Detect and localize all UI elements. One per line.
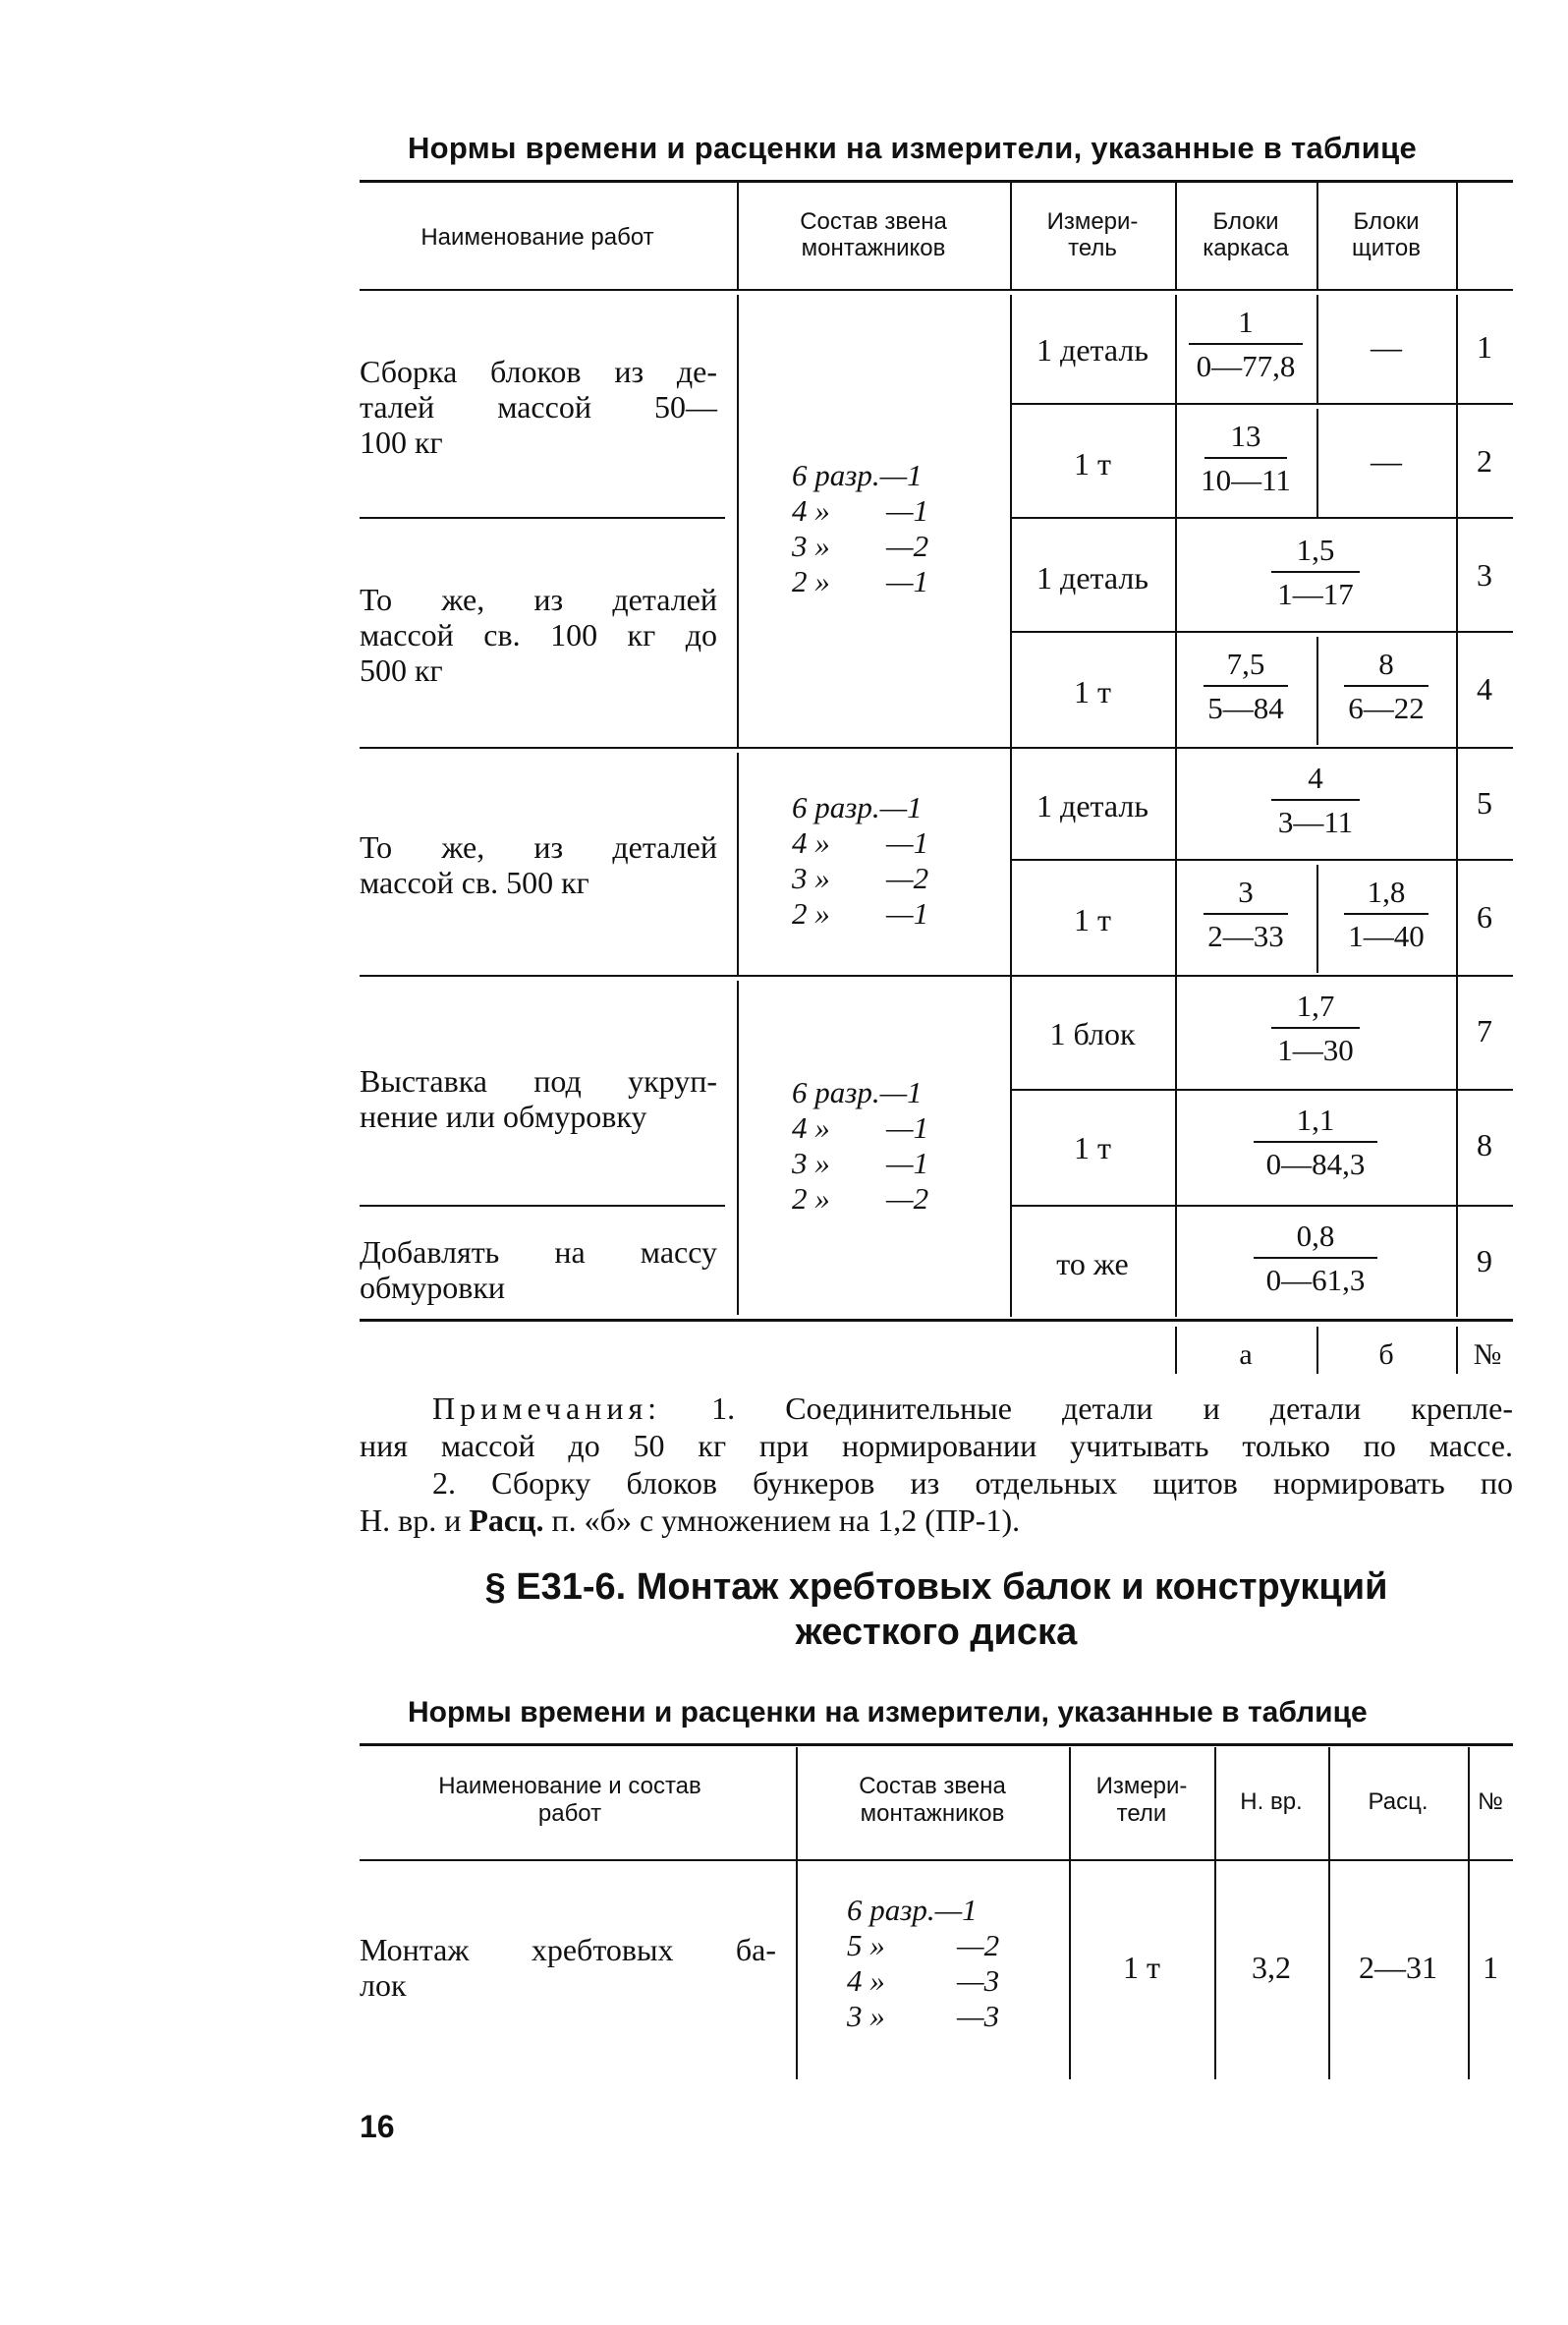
rate-fraction: 3 2—33	[1185, 877, 1307, 951]
crew-line: 4 » —1	[792, 825, 929, 860]
table1-col-divider	[737, 981, 739, 1315]
table1-row-rule	[1010, 1205, 1513, 1207]
rate-fraction: 1,7 1—30	[1185, 991, 1446, 1065]
rate-fraction: 1,1 0—84,3	[1185, 1105, 1446, 1179]
row-unit: 1 т	[1074, 1130, 1111, 1165]
crew-line: 4 » —3	[847, 1963, 1000, 1998]
table1-header-rule	[360, 289, 1513, 291]
table1-col-divider	[737, 753, 739, 975]
crew-line: 3 » —2	[792, 529, 929, 563]
table1-header-shield: щитов	[1352, 235, 1421, 261]
table1-group-name	[360, 829, 717, 900]
table1-crew	[792, 790, 928, 932]
table1-row-rule	[1010, 1089, 1513, 1091]
crew-line: 3 » —1	[792, 1146, 929, 1180]
work-name-line: лок	[360, 1967, 407, 2003]
crew-line: 2 » —1	[792, 564, 929, 598]
section-subtitle: жесткого диска	[795, 1612, 1078, 1653]
table1-group-rule	[360, 1205, 725, 1207]
table1-group-name	[360, 354, 717, 460]
table1-group-rule	[360, 975, 1513, 977]
table2-header-crew: Состав звена	[859, 1773, 1006, 1799]
table2-header-no: №	[1478, 1788, 1503, 1815]
row-number: 3	[1477, 557, 1492, 593]
table1-row-rule	[1010, 403, 1513, 405]
table1-footer-divider	[1175, 1327, 1177, 1374]
note-line: 2. Сборку блоков бункеров из отдельных щитов нормировать по	[432, 1465, 1513, 1501]
table2-col-divider	[796, 1747, 798, 2079]
table1-header-name: Наименование работ	[420, 224, 654, 251]
row-number: 7	[1477, 1013, 1492, 1049]
table1-header-divider	[1175, 182, 1177, 289]
table1-crew	[792, 458, 928, 599]
row-unit: 1 блок	[1049, 1016, 1136, 1051]
table1-footer-divider	[1316, 1327, 1318, 1374]
table2-header-rasc: Расц.	[1368, 1788, 1428, 1815]
footer-label-b: б	[1378, 1338, 1394, 1371]
table1-group-rule	[360, 747, 1513, 749]
table1-header-shield: Блоки	[1353, 208, 1420, 235]
table1-header-crew: монтажников	[801, 235, 946, 261]
table1-group-name	[360, 1063, 717, 1134]
table2-top-rule	[360, 1743, 1513, 1746]
crew-line: 2 » —1	[792, 896, 929, 931]
rate-fraction: 7,5 5—84	[1185, 649, 1307, 723]
table2-row-number: 1	[1483, 1950, 1498, 1985]
work-name-line: 500 кг	[360, 652, 443, 688]
table1-bottom-rule	[360, 1319, 1513, 1322]
row-dash: —	[1371, 329, 1402, 365]
work-name-line: Выставка под укруп-	[360, 1063, 717, 1099]
row-number: 6	[1477, 899, 1492, 935]
table1-col-divider	[1456, 295, 1458, 1317]
table1-group-name	[360, 582, 717, 688]
footer-label-no: №	[1473, 1338, 1502, 1371]
row-number: 9	[1477, 1243, 1492, 1278]
table2-header-name: работ	[537, 1800, 602, 1827]
work-name-line: То же, из деталей	[360, 829, 717, 865]
row-unit: 1 деталь	[1036, 332, 1148, 368]
work-name-line: талей массой 50—	[360, 389, 717, 425]
work-name-line: Монтаж хребтовых ба-	[360, 1932, 776, 1967]
work-name-line: массой св. 100 кг до	[360, 617, 717, 652]
row-number: 5	[1477, 785, 1492, 821]
table2-header-hvr: Н. вр.	[1240, 1788, 1303, 1815]
row-unit: 1 т	[1074, 446, 1111, 482]
work-name-line: Сборка блоков из де-	[360, 354, 717, 389]
crew-line: 2 » —2	[792, 1181, 929, 1216]
table1-col-divider	[1010, 295, 1012, 1317]
table1-row-rule	[1010, 517, 1513, 519]
table2-hvr: 3,2	[1252, 1950, 1291, 1985]
work-name-line: обмуровки	[360, 1270, 505, 1305]
table1-group-name	[360, 1234, 717, 1305]
table1-header-crew: Состав звена	[800, 208, 947, 235]
table2-col-divider	[1468, 1747, 1470, 2079]
rate-fraction: 1,5 1—17	[1185, 535, 1446, 609]
work-name-line: То же, из деталей	[360, 582, 717, 617]
table1-col-divider	[737, 295, 739, 747]
table2-header-rule	[360, 1859, 1513, 1861]
table1-row-rule	[1010, 859, 1513, 861]
note-line: ния массой до 50 кг при нормировании учитывать только по массе.	[360, 1428, 1513, 1463]
row-number: 8	[1477, 1127, 1492, 1162]
table2-rasc: 2—31	[1359, 1950, 1437, 1985]
table2-header-unit: тели	[1116, 1800, 1167, 1827]
table1-group-rule	[360, 517, 725, 519]
table1-col-divider	[1175, 295, 1177, 1317]
table1-footer-divider	[1456, 1327, 1458, 1374]
rate-fraction: 8 6—22	[1326, 649, 1446, 723]
table2-header-unit: Измери-	[1095, 1773, 1188, 1799]
table2-col-divider	[1214, 1747, 1216, 2079]
table2-col-divider	[1069, 1747, 1071, 2079]
crew-line: 3 » —3	[847, 1999, 1000, 2033]
crew-line: 6 разр.—1	[792, 790, 923, 824]
table2-crew	[847, 1893, 999, 2034]
table1-header-frame: каркаса	[1203, 235, 1289, 261]
rate-fraction: 13 10—11	[1201, 419, 1291, 497]
page-number: 16	[360, 2109, 395, 2144]
work-name-line: 100 кг	[360, 425, 443, 460]
row-unit: 1 деталь	[1036, 560, 1148, 595]
work-name-line: нение или обмуровку	[360, 1099, 647, 1134]
table1-header-divider	[1316, 182, 1318, 289]
table1-header-unit: Измери-	[1046, 208, 1139, 235]
crew-line: 4 » —1	[792, 1110, 929, 1145]
table1-header-frame: Блоки	[1212, 208, 1279, 235]
table1-header-divider	[737, 182, 739, 289]
row-dash: —	[1371, 443, 1402, 479]
rate-fraction: 4 3—11	[1185, 763, 1446, 837]
table2-title: Нормы времени и расценки на измерители, указанные в таблице	[408, 1696, 1368, 1729]
table2-col-divider	[1328, 1747, 1330, 2079]
row-number: 1	[1477, 329, 1492, 365]
section-title: § Е31-6. Монтаж хребтовых балок и конструкций	[484, 1566, 1388, 1608]
notes	[360, 1389, 1513, 1539]
row-number: 2	[1477, 443, 1492, 479]
table1-col-divider	[1316, 865, 1318, 973]
table2-unit: 1 т	[1123, 1950, 1160, 1985]
note-line: Н. вр. и Расц. п. «б» с умножением на 1,2 (ПР-1).	[360, 1503, 1021, 1538]
rate-fraction: 0,8 0—61,3	[1185, 1220, 1446, 1295]
table2-work-name	[360, 1932, 776, 2003]
table1-col-divider	[1316, 637, 1318, 745]
crew-line: 6 разр.—1	[847, 1893, 978, 1927]
table1-top-rule	[360, 180, 1513, 183]
table1-header-divider	[1010, 182, 1012, 289]
footer-label-a: а	[1239, 1338, 1253, 1371]
rate-fraction: 1 0—77,8	[1185, 307, 1307, 381]
work-name-line: Добавлять на массу	[360, 1234, 717, 1270]
row-unit: 1 т	[1074, 902, 1111, 937]
table1-title: Нормы времени и расценки на измерители, указанные в таблице	[408, 131, 1418, 165]
crew-line: 5 » —2	[847, 1928, 1000, 1962]
row-unit: 1 деталь	[1036, 788, 1148, 823]
table2-header-crew: монтажников	[860, 1800, 1005, 1827]
table1-header-divider	[1456, 182, 1458, 289]
table1-header-unit: тель	[1068, 235, 1117, 261]
table1-crew	[792, 1075, 928, 1217]
row-unit: то же	[1056, 1246, 1129, 1281]
table1-col-divider	[1316, 295, 1318, 403]
row-unit: 1 т	[1074, 674, 1111, 709]
crew-line: 3 » —2	[792, 861, 929, 895]
crew-line: 6 разр.—1	[792, 458, 923, 492]
note-line: Примечания: 1. Соединительные детали и детали крепле-	[432, 1390, 1514, 1426]
crew-line: 6 разр.—1	[792, 1075, 923, 1109]
work-name-line: массой св. 500 кг	[360, 865, 589, 900]
table1-col-divider	[1316, 409, 1318, 517]
crew-line: 4 » —1	[792, 493, 929, 528]
table2-header-name: Наименование и состав	[438, 1773, 701, 1799]
rate-fraction: 1,8 1—40	[1326, 877, 1446, 951]
table1-row-rule	[1010, 631, 1513, 633]
row-number: 4	[1477, 671, 1492, 707]
